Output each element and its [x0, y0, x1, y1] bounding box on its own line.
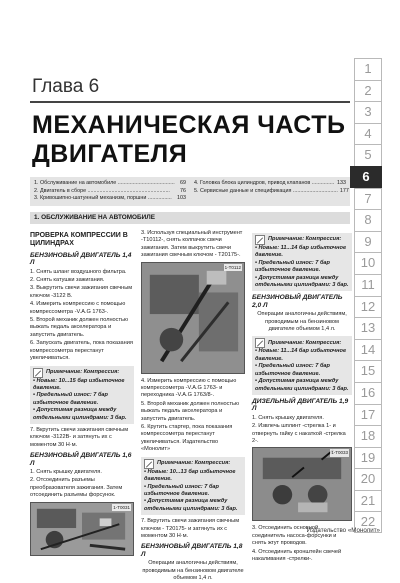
chapter-divider [30, 101, 350, 103]
note-title: Примечание: Компрессия: [268, 339, 342, 346]
toc-entry: 2. Двигатель в сборе ....................................................... 76 [34, 187, 186, 194]
chapter-tab-8[interactable]: 8 [354, 209, 382, 231]
text-column-3 [252, 230, 352, 564]
toc-entry: 1. Обслуживание на автомобиле ...................................... 69 [34, 180, 186, 186]
toc-entry: 3. Кривошипно-шатунный механизм, поршни ................ 103 [34, 195, 186, 201]
compression-note [252, 336, 352, 394]
title-line-2: ДВИГАТЕЛЯ [32, 140, 188, 168]
paragraph: Операции аналогичны действиям, проводимым на бензиновом двигателе объемом 1,4 л. [142, 560, 244, 581]
step: 2. Снять катушки зажигания. [30, 277, 105, 284]
toc-entry: 5. Сервисные данные и спецификация .............................. 177 [194, 187, 349, 194]
note-line: • Предельный износ: 7 бар избыточное давление. [255, 363, 330, 377]
text-column-2 [141, 230, 245, 583]
step: 4. Отсоединить кронштейн свечей накаливания -стрелки-. [252, 548, 342, 562]
step: 5. Второй механик должен полностью выжать педаль акселератора и запустить двигатель. [30, 317, 129, 338]
subsection-heading: БЕНЗИНОВЫЙ ДВИГАТЕЛЬ 1,8 Л [141, 543, 243, 558]
diesel-engine-photo [252, 447, 352, 521]
chapter-tab-2[interactable]: 2 [354, 80, 382, 102]
engine-photo [30, 502, 134, 556]
text-column-1 [30, 230, 134, 560]
page-title [32, 111, 345, 169]
chapter-tab-12[interactable]: 12 [354, 296, 382, 318]
step: 6. Запускать двигатель, пока показания компрессометра перестанут увеличиваться. [30, 340, 133, 362]
step: 1. Снять шланг воздушного фильтра. [30, 268, 127, 275]
chapter-tab-10[interactable]: 10 [354, 252, 382, 274]
toc-entry: 4. Головка блока цилиндров, привод клапанов ............... 133 [194, 180, 346, 186]
chapter-tab-20[interactable]: 20 [354, 468, 382, 490]
chapter-tab-22[interactable]: 22 [354, 511, 382, 533]
note-line: • Допустимая разница между отдельными цилиндрами: 3 бар. [33, 407, 127, 421]
step: 3. Отсоединить основной соединитель насоса-форсунки и снять жгут проводов. [252, 525, 337, 547]
note-line: • Новые: 10...15 бар избыточное давление. [33, 377, 125, 391]
note-line: • Предельный износ: 7 бар избыточное давление. [33, 392, 108, 406]
step: 3. Выкрутить свечи зажигания свечным ключом -3122 В. [30, 285, 133, 299]
chapter-tab-4[interactable]: 4 [354, 123, 382, 145]
step: 4. Измерить компрессию с помощью компрессометра -V.A.G 1763-. [30, 301, 126, 315]
chapter-contents [30, 177, 350, 206]
note-line: • Предельный износ: 7 бар избыточное давление. [144, 483, 219, 497]
step: 1. Снять крышку двигателя. [30, 468, 102, 475]
toc-left-column [34, 180, 186, 203]
note-line: • Допустимая разница между отдельными цилиндрами: 3 бар. [144, 498, 238, 512]
note-line: • Новые: 11...14 бар избыточное давление. [255, 245, 347, 259]
note-title: Примечание: Компрессия: [157, 459, 231, 466]
note-line: • Допустимая разница между отдельными цилиндрами: 3 бар. [255, 378, 349, 392]
note-line: • Предельный износ: 7 бар избыточное давление. [255, 259, 330, 274]
step: 7. Вкрутить свечи зажигания свечным ключом -3122В- и затянуть их с моментом 30 Н·м. [30, 426, 129, 448]
chapter-tab-13[interactable]: 13 [354, 317, 382, 339]
chapter-tab-15[interactable]: 15 [354, 360, 382, 382]
title-line-1: МЕХАНИЧЕСКАЯ ЧАСТЬ [32, 111, 346, 139]
chapter-tab-19[interactable]: 19 [354, 447, 382, 469]
chapter-tab-16[interactable]: 16 [354, 382, 382, 404]
chapter-tab-6[interactable]: 6 [350, 166, 382, 188]
chapter-tab-7[interactable]: 7 [354, 188, 382, 210]
step: 7. Вкрутить свечи зажигания свечным ключом - T20175- и затянуть их с моментом 30 Н·м. [141, 518, 240, 539]
section-heading: ПРОВЕРКА КОМПРЕССИИ В ЦИЛИНДРАХ [30, 232, 128, 248]
note-line: • Новые: 10...13 бар избыточное давление. [144, 468, 236, 483]
step: 5. Второй механик должен полностью выжать педаль акселератора и запустить двигатель. [141, 400, 240, 422]
chapter-tab-9[interactable]: 9 [354, 231, 382, 253]
compression-note [141, 457, 245, 515]
chapter-tab-21[interactable]: 21 [354, 490, 382, 512]
chapter-tab-11[interactable]: 11 [354, 274, 382, 296]
chapter-tab-1[interactable]: 1 [354, 58, 382, 80]
subsection-heading: БЕНЗИНОВЫЙ ДВИГАТЕЛЬ 1,6 Л [30, 452, 132, 467]
note-pencil-icon [33, 368, 43, 378]
step: 1. Снять крышку двигателя. [252, 414, 324, 421]
subsection-heading: ДИЗЕЛЬНЫЙ ДВИГАТЕЛЬ 1,9 Л [252, 397, 349, 413]
chapter-tab-5[interactable]: 5 [354, 144, 382, 166]
diesel-injector-photo-icon [253, 448, 351, 520]
step: 4. Измерить компрессию с помощью компрессометра -V.A.G 1763- и переходника -V.A.G 1763/8-. [141, 377, 237, 399]
chapter-tab-14[interactable]: 14 [354, 339, 382, 361]
compression-note [30, 366, 134, 424]
note-pencil-icon [255, 235, 265, 245]
chapter-label: Глава 6 [32, 76, 100, 97]
publisher-footer: Издательство «Монолит» [306, 527, 380, 534]
section-header: 1. ОБСЛУЖИВАНИЕ НА АВТОМОБИЛЕ [30, 212, 350, 224]
chapter-tab-3[interactable]: 3 [354, 101, 382, 123]
chapter-tab-18[interactable]: 18 [354, 425, 382, 447]
note-pencil-icon [144, 459, 154, 469]
photo-label: 1-T0031 [113, 504, 130, 510]
step: 2. Извлечь шплинт -стрелка 1- и отвернуть гайку с накаткой -стрелка 2-. [252, 423, 346, 444]
subsection-heading: БЕНЗИНОВЫЙ ДВИГАТЕЛЬ 2,0 Л [252, 294, 343, 309]
note-pencil-icon [255, 338, 265, 348]
note-title: Примечание: Компрессия: [268, 236, 342, 243]
step: 6. Крутить стартер, пока показания компрессометра перестанут увеличиваться. Издательство «Монолит» [141, 424, 233, 453]
note-title: Примечание: Компрессия: [46, 368, 120, 375]
spark-plug-tool-photo-icon [142, 263, 244, 373]
photo-label: 1-T0033 [331, 450, 348, 456]
step: 3. Используя специальный инструмент -T10112-, снять колпачок свечи зажигания. Затем выкрутить свечи зажигания свечным ключом - T20175-. [141, 230, 243, 259]
chapter-tab-17[interactable]: 17 [354, 404, 382, 426]
compression-note [252, 233, 352, 291]
spark-plug-photo [141, 262, 245, 374]
note-line: • Новые: 11...14 бар избыточное давление. [255, 348, 347, 362]
toc-right-column [194, 180, 349, 195]
paragraph: Операции аналогичны действиям, проводимым на бензиновом двигателе объемом 1,4 л. [257, 311, 347, 333]
photo-label: 1-T0112 [224, 264, 241, 270]
note-line: • Допустимая разница между отдельными цилиндрами: 3 бар. [255, 274, 349, 289]
subsection-heading: БЕНЗИНОВЫЙ ДВИГАТЕЛЬ 1,4 Л [30, 251, 132, 267]
step: 2. Отсоединить разъемы преобразователя зажигания. Затем отсоединить разъемы форсунок. [30, 477, 123, 499]
chapter-tabs [354, 58, 382, 533]
